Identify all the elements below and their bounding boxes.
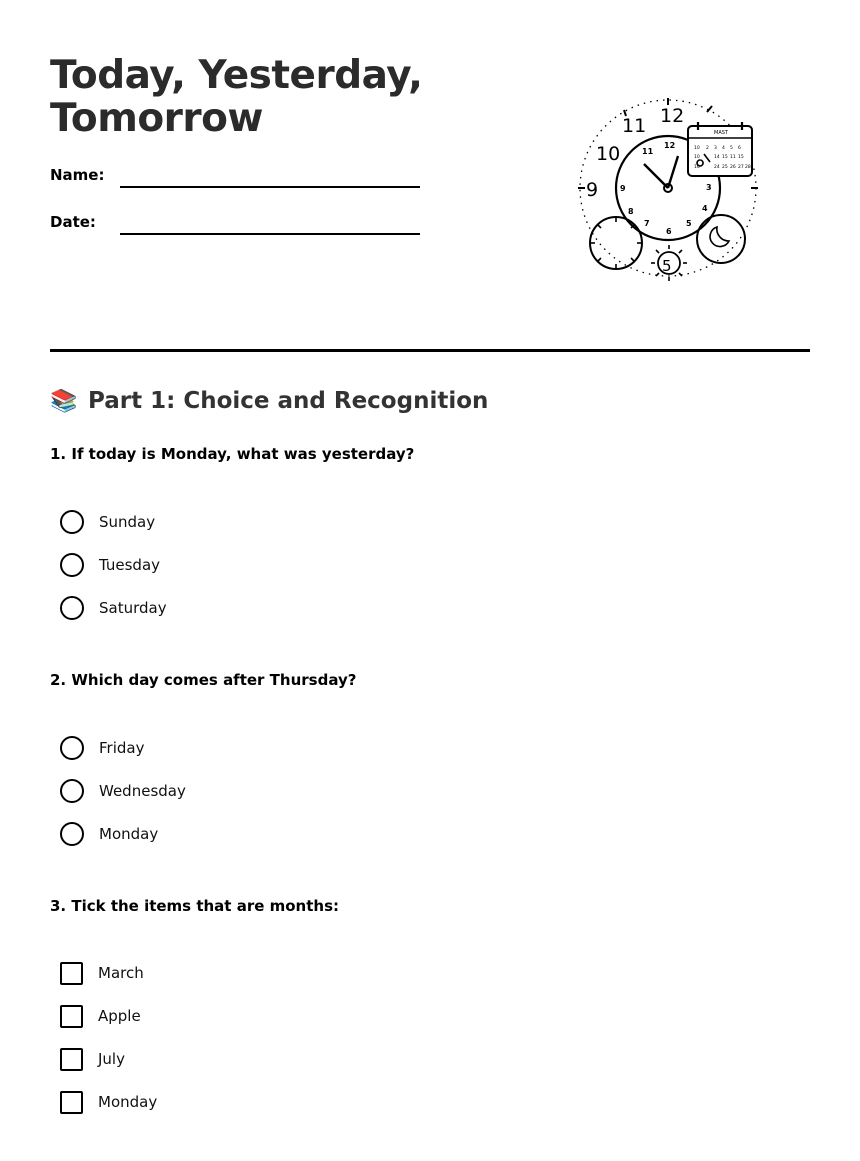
option-label: Monday: [98, 1093, 158, 1111]
inner-number-6: 6: [666, 227, 672, 236]
option-label: Tuesday: [99, 556, 161, 574]
small-clock-face: [590, 217, 642, 269]
inner-number-4: 4: [702, 204, 708, 213]
calendar-heading: MAST: [714, 130, 728, 136]
inner-number-7: 7: [644, 219, 650, 228]
title-line-2: Tomorrow: [50, 96, 263, 141]
radio-button[interactable]: [60, 553, 84, 577]
q3-option-march[interactable]: [60, 960, 144, 986]
calendar-day: 10: [694, 146, 700, 151]
calendar-day: 16: [694, 165, 700, 170]
question-2: 2. Which day comes after Thursday?: [50, 671, 357, 689]
clock-number-9: 9: [586, 179, 599, 201]
books-icon: 📚: [50, 388, 78, 414]
q1-option-sunday[interactable]: [60, 509, 155, 535]
name-label: Name:: [50, 166, 105, 184]
option-label: March: [98, 964, 144, 982]
inner-number-5: 5: [686, 219, 692, 228]
calendar-day: 10: [694, 155, 700, 160]
clock-number-12: 12: [660, 105, 685, 127]
section-title: [50, 388, 488, 414]
calendar-day: 5: [730, 146, 733, 151]
inner-number-8: 8: [628, 207, 634, 216]
q1-option-tuesday[interactable]: [60, 552, 160, 578]
title-line-1: Today, Yesterday,: [50, 53, 423, 98]
radio-button[interactable]: [60, 779, 84, 803]
calendar-day: 6: [738, 146, 741, 151]
checkbox[interactable]: [60, 1005, 83, 1028]
option-label: Friday: [99, 739, 145, 757]
q2-option-friday[interactable]: [60, 735, 144, 761]
calendar-day: 4: [722, 146, 725, 151]
date-label: Date:: [50, 213, 96, 231]
option-label: July: [98, 1050, 125, 1068]
calendar-day: 28: [745, 165, 751, 170]
section-divider: [50, 349, 810, 352]
option-label: Apple: [98, 1007, 141, 1025]
checkbox[interactable]: [60, 1048, 83, 1071]
calendar-day: 26: [730, 165, 736, 170]
radio-button[interactable]: [60, 510, 84, 534]
calendar-day: 2: [706, 146, 709, 151]
calendar-day: 25: [722, 165, 728, 170]
q2-option-monday[interactable]: [60, 821, 158, 847]
calendar-day: 15: [722, 155, 728, 160]
calendar-day: 27: [738, 165, 744, 170]
name-field[interactable]: [120, 186, 420, 188]
calendar-day: 24: [714, 165, 720, 170]
radio-button[interactable]: [60, 822, 84, 846]
calendar-day: 11: [730, 155, 736, 160]
option-label: Saturday: [99, 599, 167, 617]
inner-number-12: 12: [664, 141, 676, 150]
section-title-text: Part 1: Choice and Recognition: [88, 388, 489, 414]
question-1: 1. If today is Monday, what was yesterday?: [50, 445, 415, 463]
option-label: Sunday: [99, 513, 156, 531]
q3-option-july[interactable]: [60, 1046, 125, 1072]
question-3: 3. Tick the items that are months:: [50, 897, 339, 915]
option-label: Monday: [99, 825, 159, 843]
clock-number-10: 10: [596, 143, 621, 165]
q3-option-apple[interactable]: [60, 1003, 141, 1029]
inner-number-3: 3: [706, 183, 712, 192]
option-label: Wednesday: [99, 782, 186, 800]
radio-button[interactable]: [60, 736, 84, 760]
checkbox[interactable]: [60, 1091, 83, 1114]
sun-number-5: 5: [662, 257, 672, 275]
q3-option-monday[interactable]: [60, 1089, 157, 1115]
checkbox[interactable]: [60, 962, 83, 985]
radio-button[interactable]: [60, 596, 84, 620]
clock-calendar-illustration: [574, 96, 764, 286]
q2-option-wednesday[interactable]: [60, 778, 186, 804]
calendar-day: 3: [714, 146, 717, 151]
inner-number-9: 9: [620, 184, 626, 193]
worksheet-title: [50, 54, 470, 140]
inner-number-11: 11: [642, 147, 654, 156]
clock-number-11: 11: [622, 115, 647, 137]
calendar-day: 15: [738, 155, 744, 160]
calendar-day: 14: [714, 155, 720, 160]
date-field[interactable]: [120, 233, 420, 235]
q1-option-saturday[interactable]: [60, 595, 167, 621]
